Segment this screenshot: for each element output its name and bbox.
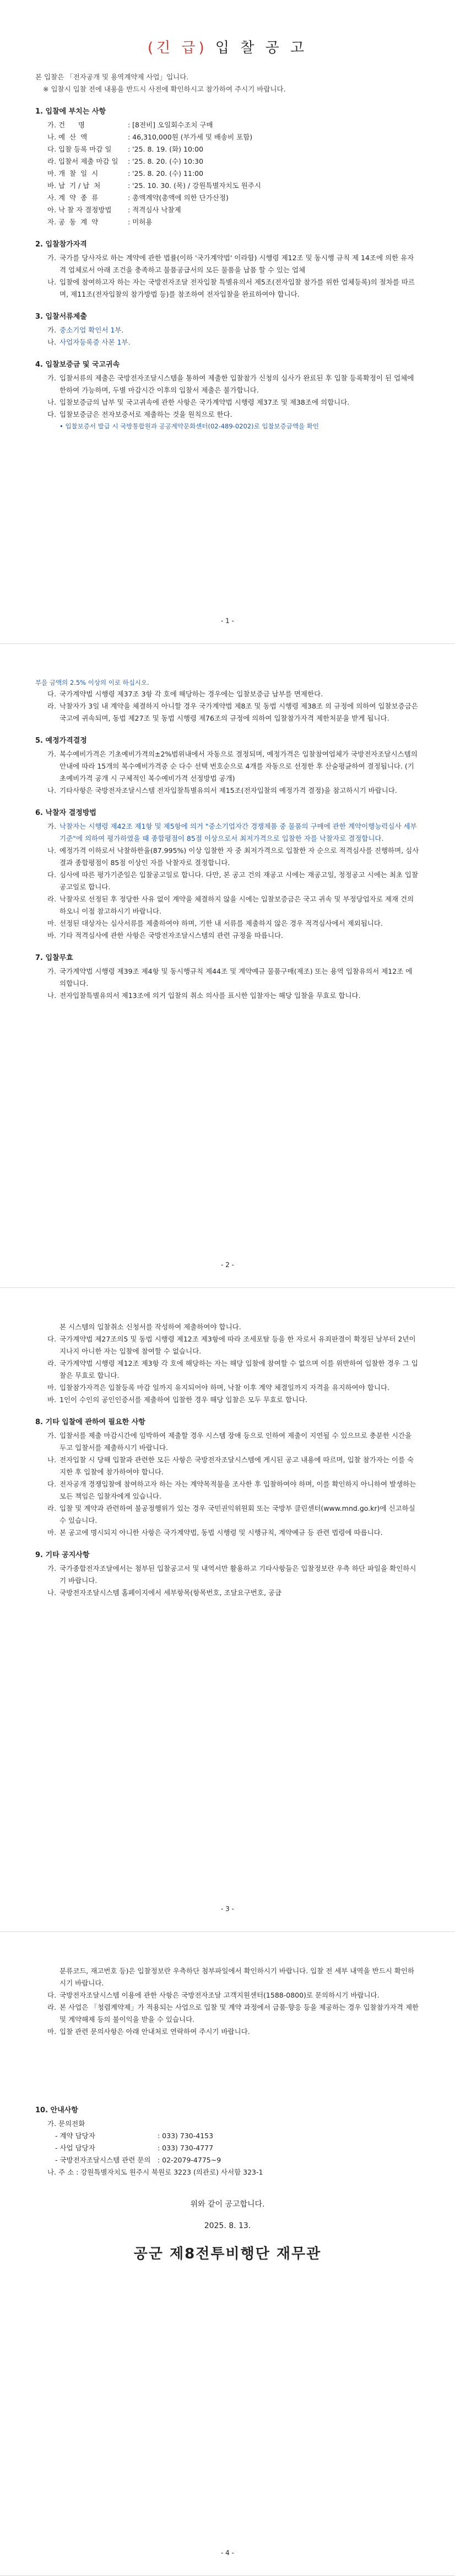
- list-item: [47, 1527, 420, 1539]
- list-item: [47, 336, 420, 348]
- list-item: [47, 700, 420, 724]
- closing-statement: 위와 같이 공고합니다.: [190, 2200, 265, 2209]
- contact-label: - 국방전자조달시스템 관련 문의: [55, 2156, 151, 2164]
- kv-key: 가. 건 명: [47, 121, 85, 129]
- section-9-heading: 9. 기타 공지사항: [35, 1551, 90, 1559]
- contact-phone: : 033) 730-4777: [158, 2144, 214, 2152]
- page-number: - 1 -: [221, 617, 234, 625]
- item-marker: 마.: [47, 919, 57, 927]
- notice-line-1: 본 입찰은 「전자공개 및 용역계약제 사업」입니다.: [35, 73, 189, 81]
- list-item: [47, 1965, 420, 1989]
- contact-row: [47, 2142, 420, 2154]
- kv-row: [47, 204, 420, 216]
- item-marker: 가.: [47, 1431, 57, 1440]
- item-text: 국방전자조달시스템 이용에 관한 사항은 국방전자조달 고객지원센터(1588-0800)로 문의하시기 바랍니다.: [59, 1991, 380, 1999]
- item-text: 선정된 대상자는 심사서류를 제출하여야 하며, 기한 내 서류를 제출하지 않은 경우 적격심사에서 제외됩니다.: [59, 919, 383, 927]
- item-marker: 가.: [47, 822, 57, 830]
- section-3-heading: 3. 입찰서류제출: [35, 313, 87, 321]
- kv-row: [47, 119, 420, 131]
- kv-row: [47, 155, 420, 168]
- kv-key: 마. 개 찰 일 시: [47, 169, 99, 178]
- item-marker: 나.: [47, 991, 57, 1000]
- item-marker: 가.: [47, 750, 57, 758]
- kv-row: [47, 216, 420, 228]
- item-text: 분류코드, 재고번호 등)은 입찰정보란 우측하단 첨부파일에서 확인하시기 바랍니다. 입찰 전 세부 내역을 반드시 확인하시기 바랍니다.: [59, 1967, 415, 1987]
- list-item: [47, 1430, 420, 1454]
- item-text: 입찰서류의 제출은 국방전자조달시스템을 통하여 제출한 입찰참가 신청의 심사가 완료된 후 입찰 등록확정이 된 업체에 한하여 가능하며, 두별 마감시간 이후의 입찰서 제출은 불가합니다.: [59, 374, 414, 394]
- contact-row: [47, 2130, 420, 2142]
- list-item: [47, 893, 420, 917]
- item-marker: 나.: [47, 846, 57, 855]
- item-text: 국가를 당사자로 하는 계약에 관한 법률(이하 '국가계약법' 이라함) 시행령 제12조 및 동시행 규칙 제 14조에 의한 유자격 업체로서 아래 조건을 충족하고 물품공급서의 모든 물품을 납품 할 수 있는 업체: [59, 254, 414, 274]
- urgent-label: (긴 급): [147, 40, 208, 56]
- contact-phone: : 02-2079-4775~9: [158, 2156, 221, 2164]
- item-text: 본 사업은 「청렴계약제」가 적용되는 사업으로 입찰 및 계약 과정에서 금품·향응 등을 제공하는 경우 입찰참가자격 제한 및 계약해제 등의 불이익을 받을 수 있습니다.: [59, 2003, 419, 2024]
- contact-label: - 계약 담당자: [55, 2132, 95, 2140]
- list-item: [47, 409, 420, 421]
- item-text: 사업자등록증 사본 1부.: [59, 338, 131, 346]
- section-8-heading: 8. 기타 입찰에 관하여 필요한 사항: [35, 1418, 145, 1426]
- item-text: 국방전자조달시스템 홈페이지에서 세부항목(항목번호, 조달요구번호, 공급: [59, 1588, 282, 1597]
- item-text: 낙찰자는 시행령 제42조 제1항 및 제5항에 의거 "중소기업자간 경쟁제품 중 물품의 구매에 관한 계약이행능력심사 세부기준"에 의하여 평가하였을 때 종합평점이 85점 이상으로서 최저가격으로 입찰한 자를 낙찰자로 결정합니다.: [59, 822, 417, 842]
- item-text: 입찰보증금의 납부 및 국고귀속에 관한 사항은 국가계약법 시행령 제37조 및 제38조에 의합니다.: [59, 398, 350, 406]
- page-3: [0, 1288, 455, 1932]
- item-marker: 라.: [47, 2003, 57, 2011]
- page-number: - 3 -: [221, 1905, 234, 1913]
- address: 나. 주 소 : 강원특별자치도 원주시 북원로 3223 (의관로) 사서함 323-1: [47, 2168, 263, 2176]
- item-marker: 마.: [47, 1528, 57, 1537]
- kv-key: 라. 입찰서 제출 마감 일: [47, 157, 118, 165]
- page-number: - 2 -: [221, 1261, 234, 1269]
- list-item: [47, 845, 420, 869]
- item-text: 전자공개 경쟁입찰에 참여하고자 하는 자는 계약목적물을 조사한 후 입찰하여야 하며, 이를 확인하지 아니하여 발생하는 모든 책임은 입찰자에게 있습니다.: [59, 1480, 416, 1500]
- item-marker: 라.: [47, 1504, 57, 1512]
- list-item: [47, 324, 420, 336]
- section-2-heading: 2. 입찰참가자격: [35, 240, 87, 249]
- item-text: 국가계약법 시행령 제37조 3항 각 호에 해당하는 경우에는 입찰보증금 납부를 면제한다.: [59, 690, 323, 698]
- kv-key: 사. 계 약 종 류: [47, 194, 99, 202]
- list-item: [47, 276, 420, 300]
- kv-row: [47, 131, 420, 143]
- kv-value: : '25. 8. 20. (수) 11:00: [128, 169, 204, 178]
- item-marker: 다.: [47, 1991, 57, 1999]
- page-1: [0, 0, 455, 644]
- contact-title: 가. 문의전화: [47, 2119, 85, 2128]
- item-text: 복수예비가격은 기초예비가격의±2%범위내에서 자동으로 결정되며, 예정가격은 입찰참여업체가 국방전자조달시스템의 안내에 따라 15개의 복수예비가격중 순 다수 선택 번호순으로 4개를 자동으로 선정한 후 산술평균하여 결정됩니다. (기초예비가격 공개 시 구체적인 복수예비가격 선정방법 공개): [59, 750, 418, 782]
- section-5-heading: 5. 예정가격결정: [35, 737, 87, 745]
- item-text: 기타사항은 국방전자조달시스템 전자입찰특별유의서 제15조(전자입찰의 예정가격 결정)을 참고하시기 바랍니다.: [59, 786, 397, 795]
- item-text: 1인이 수인의 공인인증서를 제출하여 입찰한 경우 해당 입찰은 모두 무효로 합니다.: [59, 1396, 308, 1404]
- item-text: 예정가격 이하로서 낙찰하한율(87.995%) 이상 입찰한 자 중 최저가격으로 입찰한 자 순으로 적격심사를 진행하며, 심사결과 종합평점이 85점 이상인 자를 낙찰자로 결정합니다.: [59, 846, 419, 867]
- kv-key: 다. 입찰 등록 마감 일: [47, 145, 112, 153]
- list-item: [47, 785, 420, 797]
- list-item: [47, 1382, 420, 1394]
- item-marker: 나.: [47, 278, 57, 286]
- notice: [35, 71, 420, 95]
- item-marker: 마.: [47, 1383, 57, 1392]
- list-item: [47, 688, 420, 700]
- section-4-subnote: • 입찰보증서 발급 시 국방통합원과 공공계약문화센터(02-489-0202)로 입찰보증금액을 확인: [59, 422, 319, 430]
- item-text: 기타 적격심사에 관한 사항은 국방전자조달시스템의 관련 규정을 따릅니다.: [59, 931, 284, 940]
- page-number: - 4 -: [221, 2549, 234, 2557]
- section-1-heading: 1. 입찰에 부치는 사항: [35, 108, 106, 116]
- kv-value: : 미허용: [128, 218, 153, 226]
- list-item: [47, 990, 420, 1002]
- contact-label: - 사업 담당자: [55, 2144, 95, 2152]
- list-item: [47, 1989, 420, 2001]
- kv-value: : '25. 8. 20. (수) 10:30: [128, 157, 204, 165]
- list-item: [47, 252, 420, 276]
- page-2-top-note: 부을 금액의 2.5% 이상의 이로 하십시오.: [35, 679, 149, 686]
- item-text: 낙찰자로 선정된 후 정당한 사유 없이 계약을 체결하지 않을 시에는 입찰보증금은 국고 귀속 및 부정당업자로 제재 건의하오니 이점 참고하시기 바랍니다.: [59, 895, 414, 915]
- kv-value: : [8전비] 오일회수조치 구매: [128, 121, 213, 129]
- list-item: [47, 1563, 420, 1587]
- item-text: 본 시스템의 입찰취소 신청서를 작성하여 제출하여야 합니다.: [59, 1323, 241, 1331]
- list-item: [47, 1478, 420, 1502]
- item-marker: 가.: [47, 326, 57, 334]
- list-item: [47, 869, 420, 893]
- item-marker: 라.: [47, 702, 57, 710]
- list-item: [47, 820, 420, 845]
- item-marker: 다.: [47, 410, 57, 418]
- item-marker: 가.: [47, 374, 57, 382]
- kv-row: [47, 143, 420, 155]
- kv-key: 나. 예 산 액: [47, 133, 88, 141]
- contact-list: [47, 2118, 420, 2178]
- item-text: 국가종합전자조달에서는 첨부된 입찰공고서 및 내역서만 활용하고 기타사항들은 입찰정보란 우측 하단 파일을 확인하시기 바랍니다.: [59, 1564, 416, 1585]
- item-text: 낙찰자가 3일 내 계약을 체결하지 아니할 경우 국가계약법 제8조 및 동법 시행령 제38조 의 규정에 의하여 입찰보증금은 국고에 귀속되며, 동법 제27조 및 동법 시행령 제76조의 규정에 의하여 입찰참가자격 제한처분을 받게 됩니다.: [59, 702, 418, 722]
- list-item: [47, 1333, 420, 1357]
- item-marker: 마.: [47, 2027, 57, 2036]
- section-1-list: [47, 119, 420, 228]
- item-text: 국가계약법 시행령 제39조 제4항 및 동시행규칙 제44조 및 계약예규 물품구매(제조) 또는 용역 입찰유의서 제12조 에 의합니다.: [59, 967, 413, 988]
- kv-row: [47, 168, 420, 180]
- item-text: 입찰참가자격은 입찰등록 마감 일까지 유지되어야 하며, 낙찰 이후 계약 체결일까지 자격을 유지하여야 합니다.: [59, 1383, 390, 1392]
- list-item: [47, 965, 420, 990]
- item-marker: 다.: [47, 690, 57, 698]
- item-text: 입찰보증금은 전자보증서로 제출하는 것을 원칙으로 한다.: [59, 410, 232, 418]
- item-text: 입찰 관련 문의사항은 아래 안내처로 연락하여 주시기 바랍니다.: [59, 2027, 250, 2036]
- kv-key: 자. 공 동 계 약: [47, 218, 99, 226]
- list-item: [47, 1587, 420, 1599]
- title-main: 입 찰 공 고: [215, 40, 308, 56]
- item-marker: 라.: [47, 1359, 57, 1367]
- list-item: [47, 1454, 420, 1478]
- list-item: [47, 396, 420, 409]
- section-10-heading: 10. 안내사항: [35, 2106, 78, 2115]
- section-4-heading: 4. 입찰보증금 및 국고귀속: [35, 361, 120, 369]
- page-4: [0, 1932, 455, 2576]
- item-marker: 가.: [47, 1564, 57, 1573]
- item-marker: 다.: [47, 871, 57, 879]
- kv-key: 바. 납 기 / 납 처: [47, 181, 101, 190]
- list-item: [47, 1394, 420, 1406]
- item-marker: 바.: [47, 931, 57, 940]
- item-marker: 가.: [47, 967, 57, 975]
- item-marker: 다.: [47, 1335, 57, 1343]
- list-item: [47, 2001, 420, 2026]
- item-marker: 나.: [47, 786, 57, 795]
- item-marker: [47, 1965, 59, 1989]
- kv-value: : 적격심사 낙찰제: [128, 206, 181, 214]
- item-text: 전자입찰특별유의서 제13조에 의거 입찰의 취소 의사를 표시한 입찰자는 해당 입찰을 무효로 합니다.: [59, 991, 361, 1000]
- item-marker: 바.: [47, 1396, 57, 1404]
- list-item: [47, 2026, 420, 2038]
- contact-phone: : 033) 730-4153: [158, 2132, 214, 2140]
- contact-row: [47, 2154, 420, 2166]
- item-marker: 나.: [47, 1588, 57, 1597]
- list-item: [47, 372, 420, 396]
- item-text: 입찰 및 계약과 관련하여 불공정행위가 있는 경우 국민권익위원회 또는 국방부 클린센터(www.mnd.go.kr)에 신고하실 수 있습니다.: [59, 1504, 415, 1525]
- item-text: 입찰서를 제출 마감시간에 임박하여 제출할 경우 시스템 장애 등으로 인하여 제출이 지연될 수 있으므로 충분한 시간을 두고 입찰서를 제출하시기 바랍니다.: [59, 1431, 412, 1452]
- page-2: [0, 644, 455, 1288]
- item-text: 전자입찰 시 당해 입찰과 관련한 모든 사항은 국방전자조달시스템에 게시된 공고 내용에 따르며, 입찰 참가자는 이를 숙지한 후 입찰에 참가하여야 합니다.: [59, 1456, 414, 1476]
- item-text: 국가계약법 제27조의5 및 동법 시행령 제12조 제3항에 따라 조세포탈 등을 한 자로서 유죄판결이 확정된 날부터 2년이 지나지 아니한 자는 입찰에 참여할 수 없습니다.: [59, 1335, 416, 1355]
- list-item: [47, 748, 420, 785]
- item-text: 국가계약법 시행령 제12조 제3항 각 호에 해당하는 자는 해당 입찰에 참여할 수 없으며 이를 위반하여 입찰한 경우 그 입찰은 무효로 합니다.: [59, 1359, 418, 1380]
- document-title: [35, 36, 420, 57]
- issuer-name: 공군 제8전투비행단 재무관: [133, 2246, 322, 2262]
- item-marker: 라.: [47, 895, 57, 903]
- announcement-date: 2025. 8. 13.: [204, 2221, 251, 2230]
- kv-value: : '25. 8. 19. (화) 10:00: [128, 145, 204, 153]
- item-text: 심사에 따른 평가기준일은 입찰공고일로 합니다. 다만, 본 공고 건의 재공고 시에는 재공고일, 정정공고 시에는 최초 입찰공고일로 합니다.: [59, 871, 419, 891]
- kv-value: : 총액계약(총액에 의한 단가산정): [128, 194, 229, 202]
- section-6-heading: 6. 낙찰자 결정방법: [35, 809, 96, 817]
- list-item: [47, 930, 420, 942]
- item-text: 중소기업 확인서 1부.: [59, 326, 124, 334]
- list-item: [47, 1357, 420, 1382]
- kv-value: : 46,310,000원 (부가세 및 배송비 포함): [128, 133, 253, 141]
- item-marker: 나.: [47, 338, 57, 346]
- item-marker: [47, 1321, 59, 1333]
- list-item: [47, 1321, 420, 1333]
- list-item: [47, 1502, 420, 1527]
- item-marker: 가.: [47, 254, 57, 262]
- kv-key: 아. 낙 찰 자 결정방법: [47, 206, 112, 214]
- kv-value: : '25. 10. 30. (목) / 강원특별자치도 원주시: [128, 181, 261, 190]
- section-7-heading: 7. 입찰무효: [35, 954, 73, 962]
- list-item: [47, 917, 420, 930]
- item-marker: 나.: [47, 1456, 57, 1464]
- item-marker: 나.: [47, 398, 57, 406]
- item-text: 본 공고에 명시되지 아니한 사항은 국가계약법, 동법 시행령 및 시행규칙, 계약예규 등 관련 법령에 따릅니다.: [59, 1528, 383, 1537]
- notice-line-2: ※ 입찰시 입찰 전에 내용을 반드시 사전에 확인하시고 참가하여 주시기 바랍니다.: [43, 85, 286, 93]
- kv-row: [47, 192, 420, 204]
- item-marker: 다.: [47, 1480, 57, 1488]
- kv-row: [47, 180, 420, 192]
- item-text: 입찰에 참여하고자 하는 자는 국방전자조달 전자입찰 특별유의서 제5조(전자입찰 참가를 위한 업체등록)의 절차를 따르며, 제11조(전자입찰의 참가방법 등)를 참조하여 전자입찰을 완료하여야 합니다.: [59, 278, 415, 298]
